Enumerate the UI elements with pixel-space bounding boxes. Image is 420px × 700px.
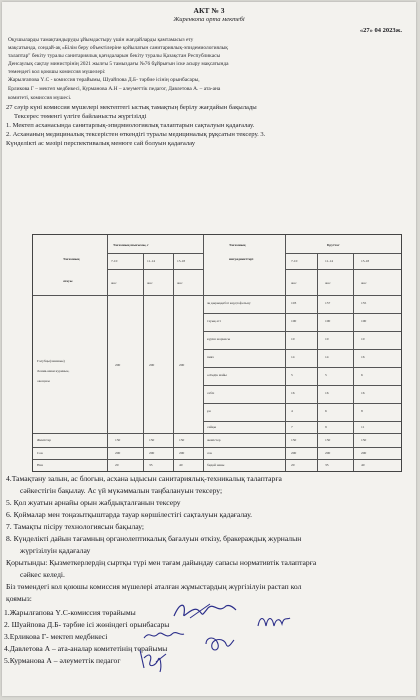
row-ing: бидай наны bbox=[207, 463, 225, 467]
row-name: Нан bbox=[37, 463, 43, 467]
intro-line-3: талаптар" бекіту туралы санитариялық қағидаларын бекіту туралы Қазақстан Республикасы bbox=[8, 53, 221, 59]
row-out1: 150 bbox=[115, 438, 121, 442]
after-line-9: сәйкес келеді. bbox=[20, 570, 65, 579]
dish-main-out-2: 200 bbox=[149, 363, 155, 367]
intro-line-4: Денсаулық сақтау министрінің 2021 жылғы 5 тамыздағы №76 бұйрығын іске асыру мақсатында bbox=[8, 61, 229, 67]
row-out1: 20 bbox=[115, 463, 119, 467]
ing-name: пияз bbox=[207, 355, 214, 359]
age-out-3: 15-18 bbox=[177, 259, 186, 263]
signature-2 bbox=[254, 612, 294, 632]
ing-v3: 8 bbox=[361, 409, 363, 413]
ing-name: сайқы bbox=[207, 425, 217, 429]
row-v2: 150 bbox=[325, 438, 331, 442]
row-out3: 150 bbox=[179, 438, 185, 442]
check-line-3: 1. Мектеп асханасында санитарлық-эпидмиологиялық талаптарын сақталуын қадағалау. bbox=[6, 122, 255, 129]
dish-main-2: Ленив-ники куриные, bbox=[37, 369, 70, 373]
header-ingredients: Тағамның bbox=[229, 243, 246, 247]
ing-v1: 5 bbox=[291, 373, 293, 377]
ing-v3: 10 bbox=[361, 337, 365, 341]
ing-v3: 100 bbox=[361, 319, 367, 323]
ing-v3: 6 bbox=[361, 373, 363, 377]
header-dish-name: Тағамның bbox=[63, 257, 80, 261]
check-line-1: 27 сәуір күні комиссия мүшелері мектептегі ыстық тамақтың берілу жағдайын бақылады bbox=[6, 104, 257, 111]
header-ingredients-2: ингредиенттері bbox=[229, 257, 254, 261]
row-out2: 200 bbox=[149, 451, 155, 455]
after-line-5: 7. Тамақты пісіру технологиясын бақылау; bbox=[6, 522, 145, 531]
after-line-3: 5. Қол жуатын арнайы орын жабдықталғанын тексеру bbox=[6, 498, 181, 507]
age-unit-out-1: жас bbox=[111, 281, 117, 285]
row-v1: 200 bbox=[291, 451, 297, 455]
header-dish-name-2: атауы bbox=[63, 279, 73, 283]
row-v1: 150 bbox=[291, 438, 297, 442]
row-ing: жемістер bbox=[207, 438, 221, 442]
row-out2: 35 bbox=[149, 463, 153, 467]
ing-v3: 16 bbox=[361, 355, 365, 359]
intro-line-5: төмендегі кол қоюшы комиссия мүшелері: bbox=[8, 69, 106, 75]
ing-v1: 7 bbox=[291, 425, 293, 429]
dish-main-out-1: 200 bbox=[115, 363, 121, 367]
row-out2: 150 bbox=[149, 438, 155, 442]
after-line-8: Қорытынды: Қызметкерлердің сыртқы түрі мен тағам дайындау сапасы нормативтік талаптарға bbox=[6, 558, 317, 567]
age-unit-out-2: жас bbox=[147, 281, 153, 285]
age-unit-br-2: жас bbox=[325, 281, 331, 285]
row-out1: 200 bbox=[115, 451, 121, 455]
ing-v2: 9 bbox=[325, 425, 327, 429]
signature-3 bbox=[142, 626, 186, 644]
signature-5 bbox=[136, 646, 170, 674]
after-line-7: жүргізілуін қадағалау bbox=[20, 546, 91, 555]
doc-title: АКТ № 3 bbox=[193, 6, 225, 15]
signer-3: 3.Ерликова Г- мектеп медбикесі bbox=[4, 632, 108, 641]
ing-v2: 100 bbox=[325, 319, 331, 323]
ing-name: ақ қырыққабат кардтофельну bbox=[207, 301, 251, 305]
signature-1 bbox=[170, 600, 240, 622]
signer-1: 1.Жарылғапова Ү.С-комиссия төрайымы bbox=[4, 608, 136, 617]
dish-main: Голубцы(ленивые) bbox=[37, 359, 65, 363]
intro-line-8: комитеті, комиссия мүшесі. bbox=[8, 95, 72, 101]
ing-v1: 10 bbox=[291, 337, 295, 341]
menu-table bbox=[32, 234, 402, 472]
row-v3: 150 bbox=[361, 438, 367, 442]
after-line-4: 6. Қоймалар мен тоңазытқыштарда тауар көршілестігі сақталуын қадағалау. bbox=[6, 510, 253, 519]
ing-name: сәбіз bbox=[207, 391, 215, 395]
intro-line-2: мақсатында, сондай-ақ «Білім беру объектілеріне қойылатын санитариялық-эпидемиологиялық bbox=[8, 45, 228, 51]
ing-v1: 4 bbox=[291, 409, 293, 413]
ing-name: тауық еті bbox=[207, 319, 221, 323]
ing-v2: 10 bbox=[325, 337, 329, 341]
row-v2: 200 bbox=[325, 451, 331, 455]
age-unit-br-3: жас bbox=[361, 281, 367, 285]
signer-5: 5.Курманова А – әлеуметтік педагог bbox=[4, 656, 121, 665]
ing-v2: 5 bbox=[325, 373, 327, 377]
row-name: Жемістер bbox=[37, 438, 52, 442]
ing-name: өсімдік майы bbox=[207, 373, 227, 377]
ing-name: күріш жармасы bbox=[207, 337, 231, 341]
check-line-5: Күнделікті ас мәзірі перспективалық менюге сай болуын қадағалау bbox=[6, 140, 196, 147]
signer-4: 4.Давлетова А – ата-аналар комитетінің төрайымы bbox=[4, 644, 168, 653]
age-out-1: 7-10 bbox=[111, 259, 118, 263]
row-name: Сок bbox=[37, 451, 43, 455]
check-line-2: Тексерес төменгі үлгіге байланысты жүргізілді bbox=[14, 113, 147, 120]
after-line-11: қоямыз: bbox=[6, 594, 32, 603]
after-line-10: Біз төмендегі кол қоюшы комиссия мүшелері аталған жұмыстардың жүргізілуін растап кол bbox=[6, 582, 302, 591]
row-ing: сок bbox=[207, 451, 213, 455]
ing-v1: 100 bbox=[291, 319, 297, 323]
age-out-2: 11-14 bbox=[147, 259, 156, 263]
ing-v2: 157 bbox=[325, 301, 331, 305]
ing-v3: 11 bbox=[361, 425, 365, 429]
row-v1: 20 bbox=[291, 463, 295, 467]
ing-v2: 16 bbox=[325, 391, 329, 395]
row-out3: 40 bbox=[179, 463, 183, 467]
age-unit-out-3: жас bbox=[177, 281, 183, 285]
ing-v1: 103 bbox=[291, 301, 297, 305]
ing-name: ұн bbox=[207, 409, 211, 413]
intro-line-1: Оқушыларды тамақтандыруды ұйымдастыру үшін жағдайларды қамтамасыз ету bbox=[8, 37, 194, 43]
dish-main-3: овощное bbox=[37, 379, 51, 383]
header-output: Тағамның шығымы, г bbox=[113, 243, 149, 247]
age-unit-br-1: жас bbox=[291, 281, 297, 285]
school-name: Жиренкопа орта мектебі bbox=[173, 16, 245, 23]
row-v2: 35 bbox=[325, 463, 329, 467]
after-line-1: 4.Тамақтану залын, ас блогын, асхана ыдысын санитариялық-техникалық талаптарға bbox=[6, 474, 282, 483]
intro-line-7: Ерликова Г – мектеп медбикесі, Курманова А.Н – алеуметтік педагог, Давлетова А. – ата-ана bbox=[8, 86, 221, 92]
intro-line-6: Жарылғапова Ү.С - комиссия төрайымы, Шуайпова Д.Б- тәрбие ісінің орынбасары, bbox=[8, 77, 200, 83]
ing-v3: 155 bbox=[361, 301, 367, 305]
age-br-3: 15-18 bbox=[361, 259, 370, 263]
after-line-2: сәйкестігін бақылау. Ас үй мүкәммалын таңбалануын тексеру; bbox=[20, 486, 223, 495]
ing-v3: 16 bbox=[361, 391, 365, 395]
ing-v1: 16 bbox=[291, 391, 295, 395]
ing-v2: 6 bbox=[325, 409, 327, 413]
row-out3: 200 bbox=[179, 451, 185, 455]
row-v3: 200 bbox=[361, 451, 367, 455]
signer-2: 2. Шуайпова Д.Б- тәрбие ісі жөніндегі орынбасары bbox=[4, 620, 170, 629]
doc-date: «27» 04 2023ж. bbox=[359, 27, 402, 34]
check-line-4: 2. Асхананың медициналық тексерістен өткендігі туралы медициналық рұқсатын тексеру. 3. bbox=[6, 131, 266, 138]
row-v3: 40 bbox=[361, 463, 365, 467]
age-br-2: 11-14 bbox=[325, 259, 334, 263]
age-br-1: 7-10 bbox=[291, 259, 298, 263]
after-line-6: 8. Күнделікті дайын тағамның органолептикалық бағалуын өткізу, бракераждық журналын bbox=[6, 534, 302, 543]
dish-main-out-3: 200 bbox=[179, 363, 185, 367]
signature-4 bbox=[202, 634, 236, 654]
ing-v2: 14 bbox=[325, 355, 329, 359]
ing-v1: 14 bbox=[291, 355, 295, 359]
header-brutto: Бруттоr bbox=[327, 243, 340, 247]
document-page bbox=[2, 2, 416, 696]
